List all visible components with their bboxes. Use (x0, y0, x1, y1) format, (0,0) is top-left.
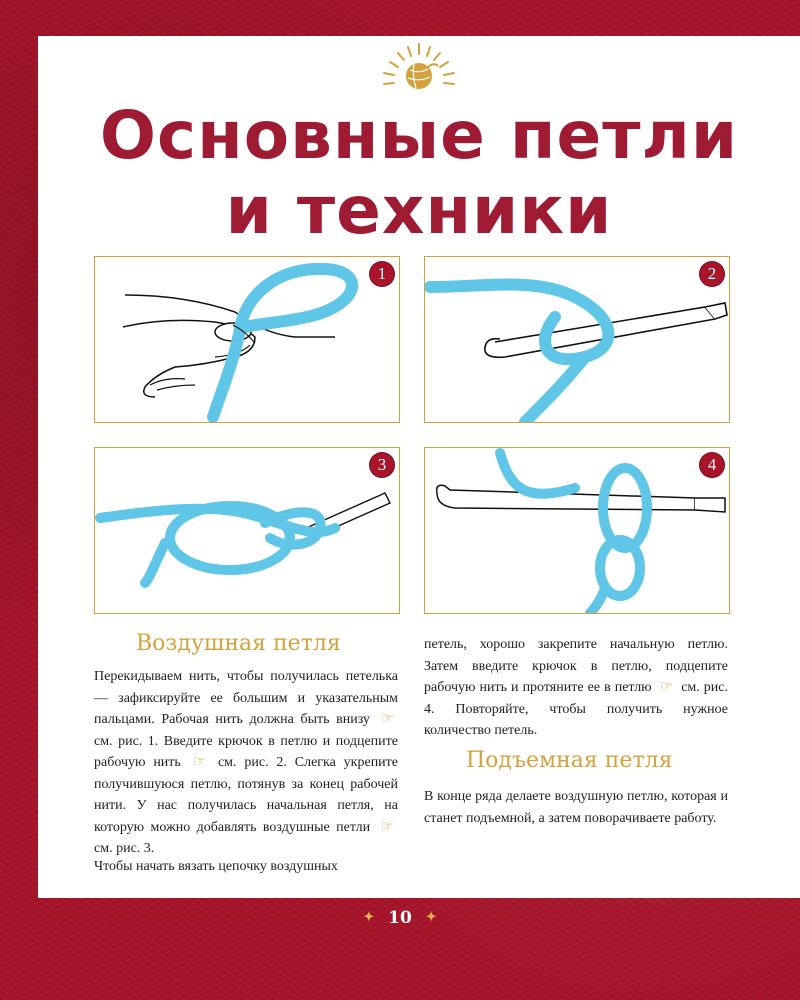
figure-2-illustration (425, 257, 729, 422)
paragraph-text: см. рис. 3. (94, 841, 155, 856)
section-heading-turning-chain: Подъемная петля (466, 748, 673, 773)
page-title-line-1: Основные петли (99, 97, 739, 174)
pointing-hand-icon: ☞ (192, 754, 207, 770)
figure-4 (424, 447, 730, 614)
figure-1-illustration (95, 257, 399, 422)
paragraph-chain-stitch-1 (94, 666, 398, 860)
pointing-hand-icon: ☞ (380, 711, 395, 727)
figure-3 (94, 447, 400, 614)
paragraph-text: см. рис. 2. Слегка укрепите получившуюся петлю, потянув за конец рабочей нити. У нас получилась начальная петля, на которую можно добавлять воздушные петли (94, 755, 399, 835)
paragraph-text: петель, хорошо закрепите начальную петлю. Затем введите крючок в петлю, подцепите рабочую нить и протяните ее в петлю (424, 637, 728, 695)
figure-1 (94, 256, 400, 423)
page-number: 10 (388, 908, 412, 928)
section-heading-chain-stitch: Воздушная петля (136, 631, 341, 656)
ornament-icon: ✦ (363, 910, 375, 925)
paragraph-text: Перекидываем нить, чтобы получилась петелька — зафиксируйте ее большим и указательным пальцами. Рабочая нить должна быть внизу (94, 669, 398, 727)
page (38, 36, 800, 898)
figure-4-illustration (425, 448, 729, 613)
page-title-line-2: и техники (225, 172, 613, 249)
figure-2 (424, 256, 730, 423)
page-footer (0, 908, 800, 928)
paragraph-turning-chain: В конце ряда делаете воздушную петлю, которая и станет подъемной, а затем поворачиваете работу. (424, 789, 728, 826)
figure-4-number: 4 (700, 453, 724, 477)
paragraph-chain-stitch-2: Чтобы начать вязать цепочку воздушных (94, 859, 338, 874)
figure-1-number: 1 (370, 262, 394, 286)
figure-2-number: 2 (700, 262, 724, 286)
paragraph-text: см. рис. 4. Повторяйте, чтобы получить нужное количество петель. (424, 680, 729, 738)
figure-3-number: 3 (370, 453, 394, 477)
pointing-hand-icon: ☞ (659, 679, 674, 695)
pointing-hand-icon: ☞ (380, 818, 394, 835)
figure-3-illustration (95, 448, 399, 613)
ornament-icon: ✦ (425, 910, 437, 925)
paragraph-chain-stitch-3 (424, 634, 728, 742)
paragraph-text: см. рис. 1. Введите крючок в петлю и подцепите рабочую нить (94, 733, 398, 770)
sun-ball-icon (378, 42, 460, 94)
